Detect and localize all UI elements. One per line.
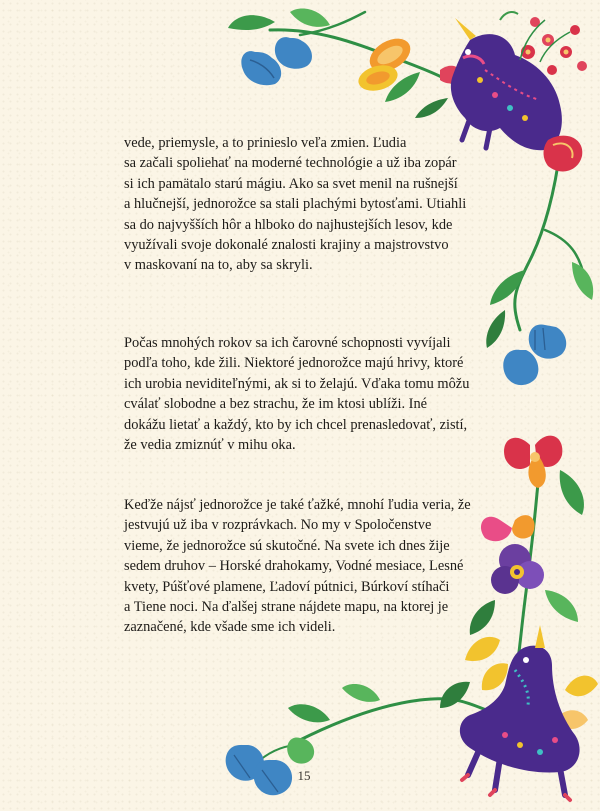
paragraph-3	[124, 495, 471, 638]
paragraph-1	[124, 133, 466, 276]
page-number: 15	[297, 768, 311, 783]
text-line: dokážu lietať a každý, kto by ich chcel prenasledovať, zistí,	[124, 416, 468, 433]
pansy-icon	[491, 544, 544, 594]
text-line: jestvujú už iba v rozprávkach. No my v Spoločenstve	[124, 517, 432, 534]
text-line: využívali svoje dokonalé znalosti krajiny a majstrovstvo	[124, 237, 449, 254]
orchid-icon	[481, 436, 562, 542]
text-line: zaznačené, kde všade sme ich videli.	[124, 619, 336, 636]
text-line: a Tiene noci. Na ďalšej strane nájdete mapu, na ktorej je	[124, 599, 449, 616]
text-line: v maskovaní na to, aby sa skryli.	[124, 257, 313, 274]
unicorn-icon	[451, 18, 582, 171]
text-line: kvety, Púšťové plamene, Ľadoví pútnici, Búrkoví stíhači	[124, 578, 450, 595]
text-line: Počas mnohých rokov sa ich čarovné schopnosti vyvíjali	[124, 335, 451, 351]
text-line: ich urobia neviditeľnými, ak si to želajú. Vďaka tomu môžu	[124, 375, 470, 392]
text-line: sa začali spoliehať na moderné technológie a už iba zopár	[124, 155, 457, 172]
text-line: sedem druhov – Horské drahokamy, Vodné mesiace, Lesné	[124, 558, 464, 575]
text-line: podľa toho, kde žili. Niektoré jednorožce majú hrivy, ktoré	[124, 355, 464, 372]
text-line: vede, priemysle, a to prinieslo veľa zmien. Ľudia	[124, 135, 407, 151]
paragraph-2	[124, 333, 469, 455]
text-line: Keďže nájsť jednorožce je také ťažké, mnohí ľudia veria, že	[124, 497, 471, 513]
text-line: a hlučnejší, jednorožce sa stali plachými bytosťami. Utiahli	[124, 196, 467, 213]
text-line: cválať slobodne a bez strachu, že im ktosi ublíži. Iné	[124, 396, 428, 413]
text-line: si ich pamätalo starú mágiu. Ako sa svet menil na rušnejší	[124, 175, 458, 192]
text-line: že vedia zmiznúť v mihu oka.	[124, 437, 296, 454]
text-line: sa do najvyšších hôr a hlboko do najhustejších lesov, kde	[124, 216, 453, 233]
bottom-blue-blossom-icon	[226, 737, 314, 795]
text-line: vieme, že jednorožce sú skutočné. Na svete ich dnes žije	[124, 537, 450, 554]
